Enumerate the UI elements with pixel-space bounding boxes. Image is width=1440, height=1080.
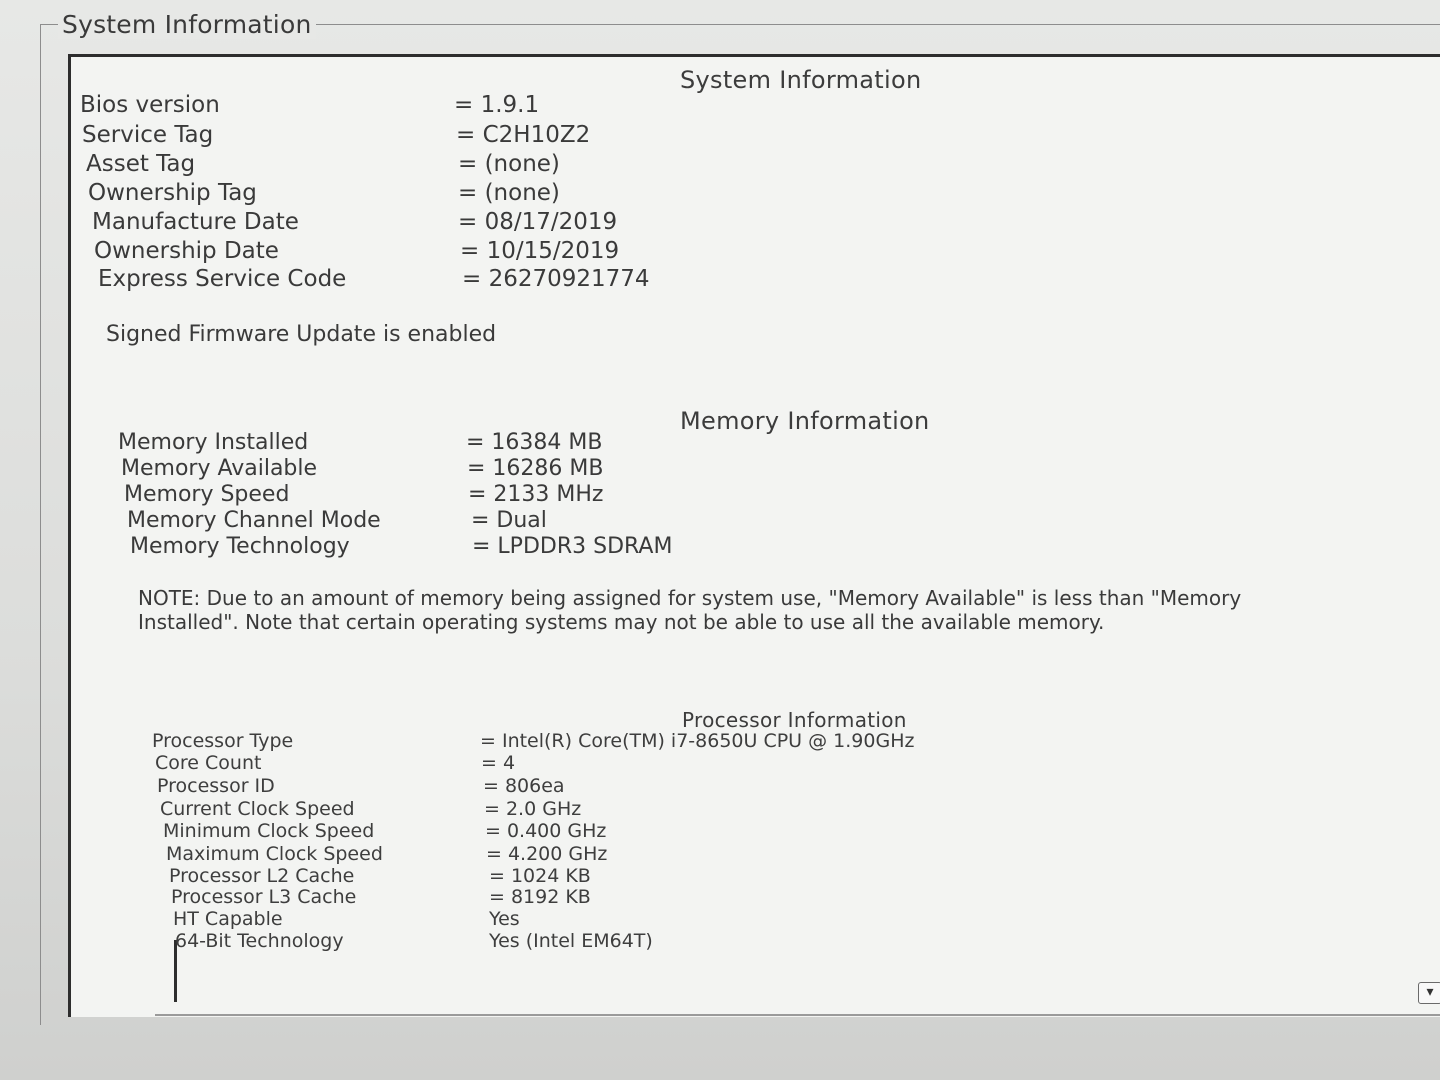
row-label: Memory Installed: [118, 430, 309, 455]
row-label: Processor L2 Cache: [169, 865, 355, 887]
row-label: Asset Tag: [86, 151, 196, 177]
row-label: Processor ID: [157, 775, 275, 797]
row-label: Current Clock Speed: [160, 798, 355, 820]
row-label: Ownership Tag: [88, 180, 257, 206]
row-label: 64-Bit Technology: [175, 930, 344, 952]
firmware-status-text: Signed Firmware Update is enabled: [106, 322, 497, 347]
row-value: = Dual: [471, 508, 547, 533]
row-value: = 2.0 GHz: [484, 798, 582, 820]
row-value: = 1024 KB: [489, 865, 591, 887]
row-label: Memory Available: [121, 456, 318, 481]
row-value: = C2H10Z2: [456, 122, 591, 148]
system-info-heading: System Information: [680, 66, 922, 94]
memory-info-heading: Memory Information: [680, 407, 930, 435]
row-value: = (none): [458, 151, 560, 177]
row-value: = 16286 MB: [467, 456, 604, 481]
row-value: = (none): [458, 180, 560, 206]
row-label: Maximum Clock Speed: [166, 843, 383, 865]
row-value: = 8192 KB: [489, 886, 591, 908]
row-value: Yes: [489, 908, 520, 930]
row-value: = 08/17/2019: [458, 209, 618, 235]
row-label: Minimum Clock Speed: [163, 820, 375, 842]
row-label: Ownership Date: [94, 238, 279, 264]
row-label: Processor L3 Cache: [171, 886, 357, 908]
row-label: Core Count: [155, 752, 262, 774]
row-value: = 16384 MB: [466, 430, 603, 455]
row-value: = LPDDR3 SDRAM: [472, 534, 673, 559]
row-value: = 4: [481, 752, 516, 774]
row-label: Bios version: [80, 92, 220, 118]
row-label: Express Service Code: [98, 266, 347, 292]
row-value: = 0.400 GHz: [485, 820, 607, 842]
processor-info-heading: Processor Information: [682, 708, 907, 732]
row-value: = Intel(R) Core(TM) i7-8650U CPU @ 1.90GHz: [480, 730, 915, 752]
panel-bottom-border: [155, 1014, 1440, 1016]
row-label: Memory Technology: [130, 534, 350, 559]
row-label: Memory Speed: [124, 482, 290, 507]
row-value: = 4.200 GHz: [486, 843, 608, 865]
row-value: = 10/15/2019: [460, 238, 620, 264]
memory-note: NOTE: Due to an amount of memory being assigned for system use, "Memory Available" is less than "Memory Installed". Note that certain operating systems may not be able to use all the available memory.: [138, 586, 1242, 634]
row-value: = 806ea: [483, 775, 565, 797]
row-label: Processor Type: [152, 730, 294, 752]
row-value: = 2133 MHz: [468, 482, 604, 507]
row-label: Service Tag: [82, 122, 214, 148]
row-label: Memory Channel Mode: [127, 508, 381, 533]
row-value: = 1.9.1: [454, 92, 540, 118]
scroll-down-icon[interactable]: ▾: [1418, 982, 1440, 1004]
row-label: HT Capable: [173, 908, 283, 930]
row-value: Yes (Intel EM64T): [489, 930, 653, 952]
group-box-title: System Information: [58, 10, 316, 39]
row-value: = 26270921774: [462, 266, 650, 292]
row-label: Manufacture Date: [92, 209, 299, 235]
